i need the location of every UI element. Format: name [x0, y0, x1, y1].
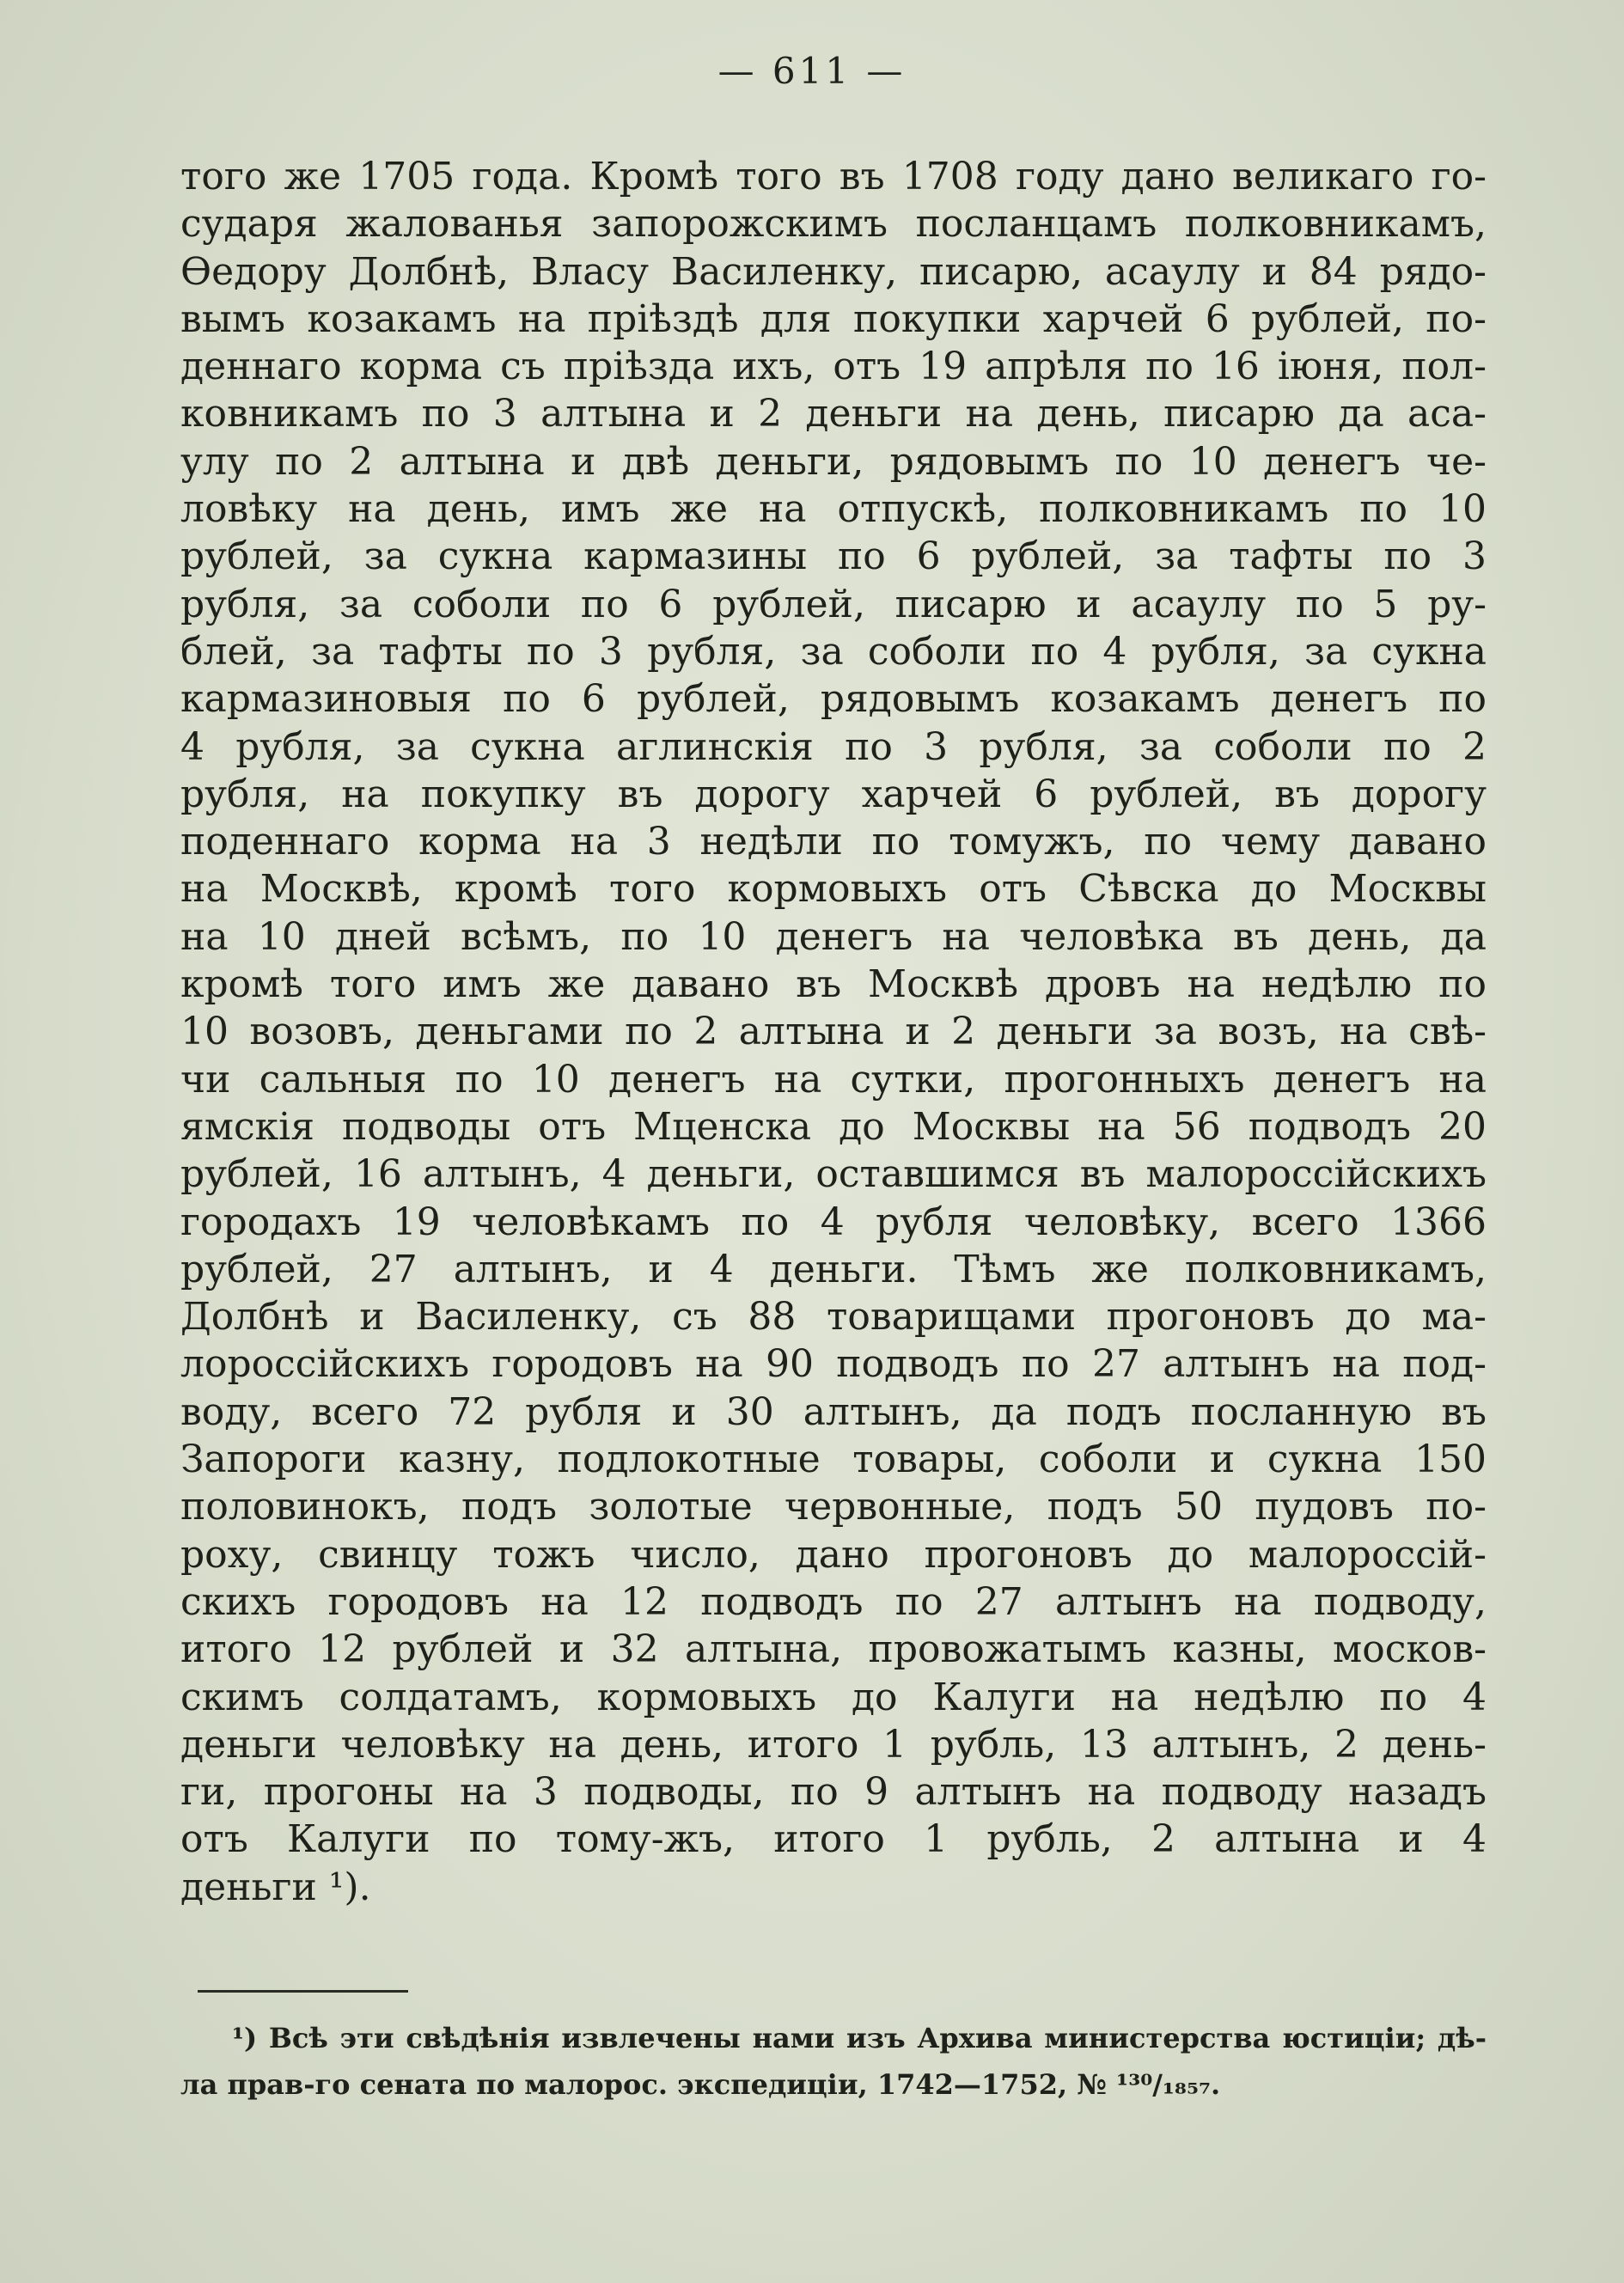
text-line: рубля, за соболи по 6 рублей, писарю и асаулу по 5 ру-: [180, 582, 1487, 626]
text-line: ги, прогоны на 3 подводы, по 9 алтынъ на подводу назадъ: [180, 1770, 1487, 1815]
text-line: итого 12 рублей и 32 алтына, провожатымъ казны, москов-: [180, 1627, 1487, 1672]
text-line: на Москвѣ, кромѣ того кормовыхъ отъ Сѣвска до Москвы: [180, 867, 1487, 912]
text-line: Ѳедору Долбнѣ, Власу Василенку, писарю, асаулу и 84 рядо-: [180, 249, 1487, 294]
text-line: блей, за тафты по 3 рубля, за соболи по 4 рубля, за сукна: [180, 629, 1487, 674]
text-line: улу по 2 алтына и двѣ деньги, рядовымъ по 10 денегъ че-: [180, 439, 1487, 484]
text-line: половинокъ, подъ золотые червонные, подъ 50 пудовъ по-: [180, 1485, 1487, 1529]
text-line: лороссійскихъ городовъ на 90 подводъ по 27 алтынъ на под-: [180, 1342, 1487, 1387]
text-line: городахъ 19 человѣкамъ по 4 рубля человѣку, всего 1366: [180, 1199, 1487, 1244]
footnote-line: ¹) Всѣ эти свѣдѣнія извлечены нами изъ Архива министерства юстиціи; дѣ-: [232, 2022, 1487, 2054]
text-line: 10 возовъ, деньгами по 2 алтына и 2 деньги за возъ, на свѣ-: [180, 1010, 1487, 1054]
text-line: ловѣку на день, имъ же на отпускѣ, полковникамъ по 10: [180, 487, 1487, 532]
footnote-divider: [198, 1990, 408, 1993]
text-line: вымъ козакамъ на пріѣздѣ для покупки харчей 6 рублей, по-: [180, 296, 1487, 341]
text-line: поденнаго корма на 3 недѣли по томужъ, по чему давано: [180, 820, 1487, 864]
footnote: [180, 2015, 1487, 2108]
text-line: кромѣ того имъ же давано въ Москвѣ дровъ на недѣлю по: [180, 962, 1487, 1007]
text-line: ямскія подводы отъ Мценска до Москвы на 56 подводъ 20: [180, 1104, 1487, 1149]
text-line: рублей, 27 алтынъ, и 4 деньги. Тѣмъ же полковникамъ,: [180, 1247, 1487, 1291]
text-line: скихъ городовъ на 12 подводъ по 27 алтынъ на подводу,: [180, 1579, 1487, 1624]
text-line: рублей, 16 алтынъ, 4 деньги, оставшимся въ малороссійскихъ: [180, 1152, 1487, 1197]
text-line: отъ Калуги по тому-жъ, итого 1 рубль, 2 алтына и 4: [180, 1817, 1487, 1862]
text-line: Запороги казну, подлокотные товары, соболи и сукна 150: [180, 1438, 1487, 1482]
text-line: 4 рубля, за сукна аглинскія по 3 рубля, за соболи по 2: [180, 724, 1487, 769]
text-line: чи сальныя по 10 денегъ на сутки, прогонныхъ денегъ на: [180, 1057, 1487, 1102]
text-line: того же 1705 года. Кромѣ того въ 1708 году дано великаго го-: [180, 155, 1487, 198]
text-line: ковникамъ по 3 алтына и 2 деньги на день, писарю да аса-: [180, 392, 1487, 436]
text-line: кармазиновыя по 6 рублей, рядовымъ козакамъ денегъ по: [180, 677, 1487, 722]
text-line: деньги человѣку на день, итого 1 рубль, 13 алтынъ, 2 день-: [180, 1722, 1487, 1767]
text-line: сударя жалованья запорожскимъ посланцамъ полковникамъ,: [180, 202, 1487, 247]
text-line: Долбнѣ и Василенку, съ 88 товарищами прогоновъ до ма-: [180, 1295, 1487, 1340]
body-text: [180, 153, 1487, 1911]
text-line: роху, свинцу тожъ число, дано прогоновъ до малороссій-: [180, 1532, 1487, 1577]
text-line: на 10 дней всѣмъ, по 10 денегъ на человѣка въ день, да: [180, 914, 1487, 959]
text-line: скимъ солдатамъ, кормовыхъ до Калуги на недѣлю по 4: [180, 1675, 1487, 1719]
text-line: деннаго корма съ пріѣзда ихъ, отъ 19 апрѣля по 16 іюня, пол-: [180, 345, 1487, 389]
text-line: воду, всего 72 рубля и 30 алтынъ, да подъ посланную въ: [180, 1389, 1487, 1434]
page-number: — 611 —: [717, 50, 907, 92]
text-line: рубля, на покупку въ дорогу харчей 6 рублей, въ дорогу: [180, 772, 1487, 816]
text-line: рублей, за сукна кармазины по 6 рублей, за тафты по 3: [180, 534, 1487, 579]
text-line: деньги ¹).: [180, 1865, 371, 1909]
footnote-line: ла прав-го сената по малорос. экспедиціи, 1742—1752, № ¹³⁰/₁₈₅₇.: [180, 2068, 1221, 2101]
